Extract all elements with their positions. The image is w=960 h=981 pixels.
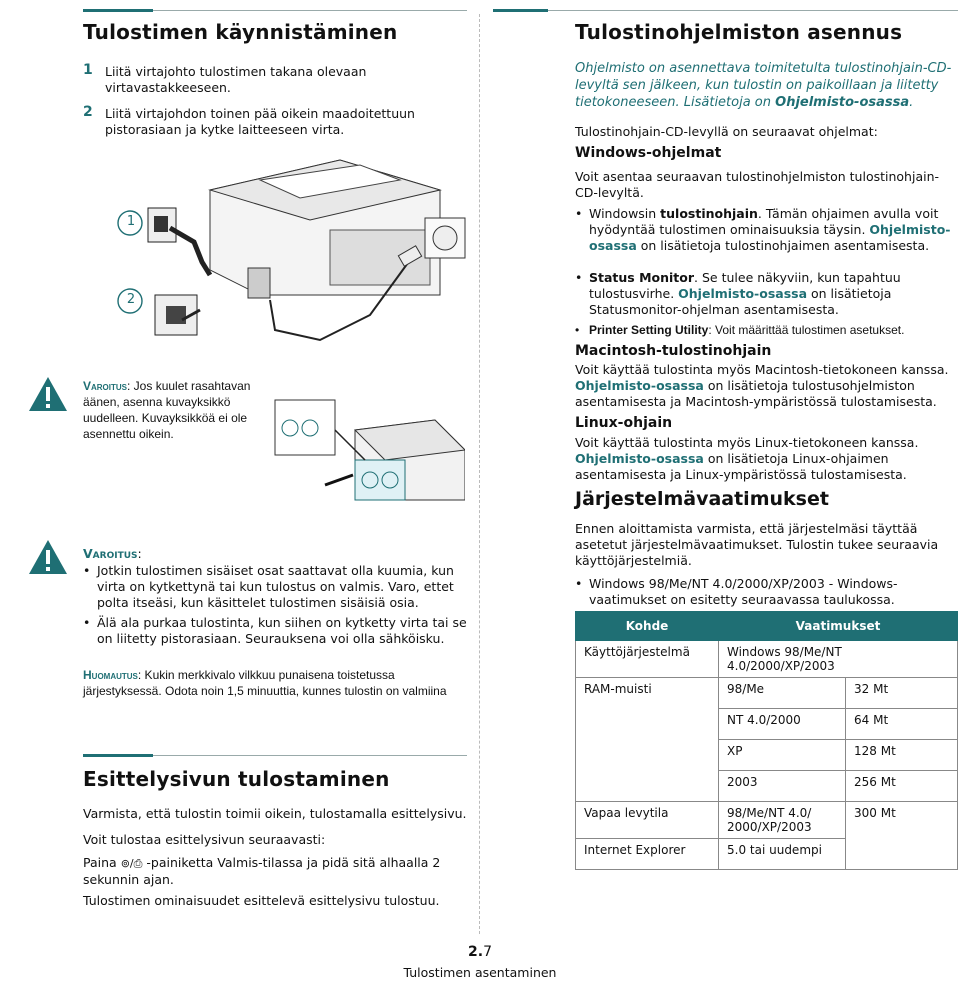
demo-paragraph: Varmista, että tulostin toimii oikein, tulostamalla esittelysivu.	[83, 806, 467, 821]
windows-heading: Windows-ohjelmat	[575, 145, 722, 161]
item-text: : Voit määrittää tulostimen asetukset.	[708, 323, 905, 337]
demo-paragraph: Voit tulostaa esittelysivun seuraavasti:	[83, 832, 326, 847]
sysreq-text: Ennen aloittamista varmista, että järjestelmäsi täyttää asetetut järjestelmävaatimukset. Tulostin tukee seuraavia käyttöjärjestelmiä.	[575, 521, 939, 568]
linux-heading: Linux-ohjain	[575, 415, 673, 431]
warning-label: Varoitus	[83, 546, 138, 561]
cd-contents-text: Tulostinohjain-CD-levyllä on seuraavat ohjelmat:	[575, 124, 878, 139]
table-header: Vaatimukset	[719, 612, 958, 641]
intro-end: .	[909, 95, 914, 110]
demo-instruction-start: Paina	[83, 855, 117, 870]
item-bold: Printer Setting Utility	[589, 323, 709, 337]
warning-note-2	[83, 546, 468, 651]
list-item-status-monitor	[575, 270, 955, 318]
windows-list-2	[575, 270, 955, 342]
warning-colon: :	[137, 546, 142, 561]
imaging-unit-illustration	[265, 390, 465, 525]
table-cell: 98/Me/NT 4.0/ 2000/XP/2003	[719, 802, 846, 839]
step-text: Liitä virtajohto tulostimen takana olevaan virtavastakkeeseen.	[105, 64, 367, 95]
top-rule-accent-left	[83, 9, 153, 12]
item-bold: Status Monitor	[589, 270, 695, 285]
warning-icon	[27, 538, 69, 576]
mac-text	[575, 362, 955, 410]
linux-text-a: Voit käyttää tulostinta myös Linux-tietokoneen kanssa.	[575, 435, 919, 450]
step-number: 1	[83, 62, 93, 78]
sysreq-item: • Windows 98/Me/NT 4.0/2000/XP/2003 - Windows-vaatimukset on esitetty seuraavassa taulukossa.	[575, 576, 905, 608]
item-text: . Tämän ohjaimen avulla voit hyödyntää tulostimen ominaisuuksia täysin.	[589, 206, 939, 237]
top-rule-right	[548, 10, 958, 11]
section-title-startup: Tulostimen käynnistäminen	[83, 20, 398, 44]
section-rule	[153, 755, 467, 756]
step-number: 2	[83, 104, 93, 120]
list-item-driver	[575, 206, 955, 254]
sysreq-list	[575, 576, 905, 612]
footer-section: Tulostimen asentaminen	[403, 965, 557, 980]
page-number-page: 7	[483, 944, 492, 960]
figure-label: 2	[126, 292, 136, 307]
table-header: Kohde	[576, 612, 719, 641]
table-cell: 256 Mt	[846, 771, 958, 802]
item-text: on lisätietoja Statusmonitor-ohjelman asentamisesta.	[589, 286, 892, 317]
mac-heading: Macintosh-tulostinohjain	[575, 343, 772, 359]
item-text: . Se tulee näkyviin, kun tapahtuu tulostusvirhe.	[589, 270, 901, 301]
table-cell: XP	[719, 740, 846, 771]
demo-instruction	[83, 855, 453, 888]
section-rule-accent	[83, 754, 153, 757]
software-section-link[interactable]: Ohjelmisto-osassa	[678, 286, 808, 301]
table-cell: 5.0 tai uudempi	[719, 839, 846, 870]
list-item-printer-setting	[575, 322, 955, 338]
requirements-table	[575, 611, 958, 870]
table-row	[576, 678, 958, 709]
table-cell: 300 Mt	[846, 802, 958, 870]
demo-instruction-end: -painiketta Valmis-tilassa ja pidä sitä alhaalla 2 sekunnin ajan.	[83, 855, 441, 887]
software-section-link[interactable]: Ohjelmisto-osassa	[575, 378, 704, 393]
page-number	[0, 944, 960, 960]
mac-text-a: Voit käyttää tulostinta myös Macintosh-tietokoneen kanssa.	[575, 362, 949, 377]
note	[83, 667, 468, 699]
column-divider	[479, 14, 480, 934]
software-section-link[interactable]: Ohjelmisto-osassa	[575, 451, 704, 466]
warning-item: • Jotkin tulostimen sisäiset osat saattavat olla kuumia, kun virta on kytkettynä tai kun tulostus on valmis. Varo, ettet polta itseäsi, kun käsittelet tulostimen sisäisiä osia.	[83, 563, 468, 611]
section-title-software: Tulostinohjelmiston asennus	[575, 20, 903, 44]
mac-text-b: on lisätietoja tulostusohjelmiston asentamisesta ja Macintosh-ympäristössä tulostamisesta.	[575, 378, 937, 409]
item-text: on lisätietoja tulostinohjaimen asentamisesta.	[636, 238, 930, 253]
note-label: Huomautus	[83, 668, 138, 682]
table-cell: Vapaa levytila	[576, 802, 719, 839]
table-cell: 128 Mt	[846, 740, 958, 771]
warning-label: Varoitus	[83, 379, 128, 393]
table-cell: Internet Explorer	[576, 839, 719, 870]
table-cell: Windows 98/Me/NT 4.0/2000/XP/2003	[719, 641, 958, 678]
linux-text	[575, 435, 955, 483]
demo-paragraph: Tulostimen ominaisuudet esittelevä esittelysivu tulostuu.	[83, 893, 440, 908]
figure-label: 1	[126, 214, 136, 229]
top-rule-left	[153, 10, 467, 11]
section-title-demo: Esittelysivun tulostaminen	[83, 767, 390, 791]
warning-text: : Jos kuulet rasahtavan äänen, asenna kuvayksikkö uudelleen. Kuvayksikköä ei ole asennettu oikein.	[83, 379, 251, 441]
warning-icon	[27, 375, 69, 413]
table-cell: 32 Mt	[846, 678, 958, 709]
table-row	[576, 802, 958, 839]
demo-button-icon: ⊚/⎙	[120, 857, 143, 870]
intro-text: Ohjelmisto on asennettava toimitetulta tulostinohjain-CD-levyltä sen jälkeen, kun tulostin on paikoillaan ja liitetty tietokoneeseen. Lisätietoja on	[575, 61, 952, 110]
table-cell: Käyttöjärjestelmä	[576, 641, 719, 678]
table-header-row	[576, 612, 958, 641]
page-number-chapter: 2.	[468, 944, 484, 960]
table-row	[576, 641, 958, 678]
step-text: Liitä virtajohdon toinen pää oikein maadoitettuun pistorasiaan ja kytke laitteeseen virta.	[105, 106, 415, 137]
table-cell: 2003	[719, 771, 846, 802]
warning-item: • Älä ala purkaa tulostinta, kun siihen on kytketty virta tai se on liitetty pistorasiaan. Seurauksena voi olla sähköisku.	[83, 615, 468, 647]
table-cell: NT 4.0/2000	[719, 709, 846, 740]
sysreq-title: Järjestelmävaatimukset	[575, 488, 829, 510]
item-bold: tulostinohjain	[660, 206, 758, 221]
linux-text-b: on lisätietoja Linux-ohjaimen asentamisesta ja Linux-ympäristössä tulostamisesta.	[575, 451, 907, 482]
printer-power-illustration	[110, 150, 470, 350]
intro-link[interactable]: Ohjelmisto-osassa	[775, 95, 910, 110]
top-rule-accent-right	[493, 9, 548, 12]
warning-note-1	[83, 378, 263, 442]
software-section-link[interactable]: Ohjelmisto-osassa	[589, 222, 951, 253]
windows-text: Voit asentaa seuraavan tulostinohjelmiston tulostinohjain-CD-levyltä.	[575, 169, 940, 200]
item-text: Windowsin	[589, 206, 661, 221]
note-text: : Kukin merkkivalo vilkkuu punaisena toistetussa järjestyksessä. Odota noin 1,5 minuuttia, kunnes tulostin on valmiina	[83, 668, 447, 698]
table-cell: RAM-muisti	[576, 678, 719, 802]
table-cell: 98/Me	[719, 678, 846, 709]
table-cell: 64 Mt	[846, 709, 958, 740]
windows-list	[575, 206, 955, 258]
software-intro	[575, 60, 955, 111]
